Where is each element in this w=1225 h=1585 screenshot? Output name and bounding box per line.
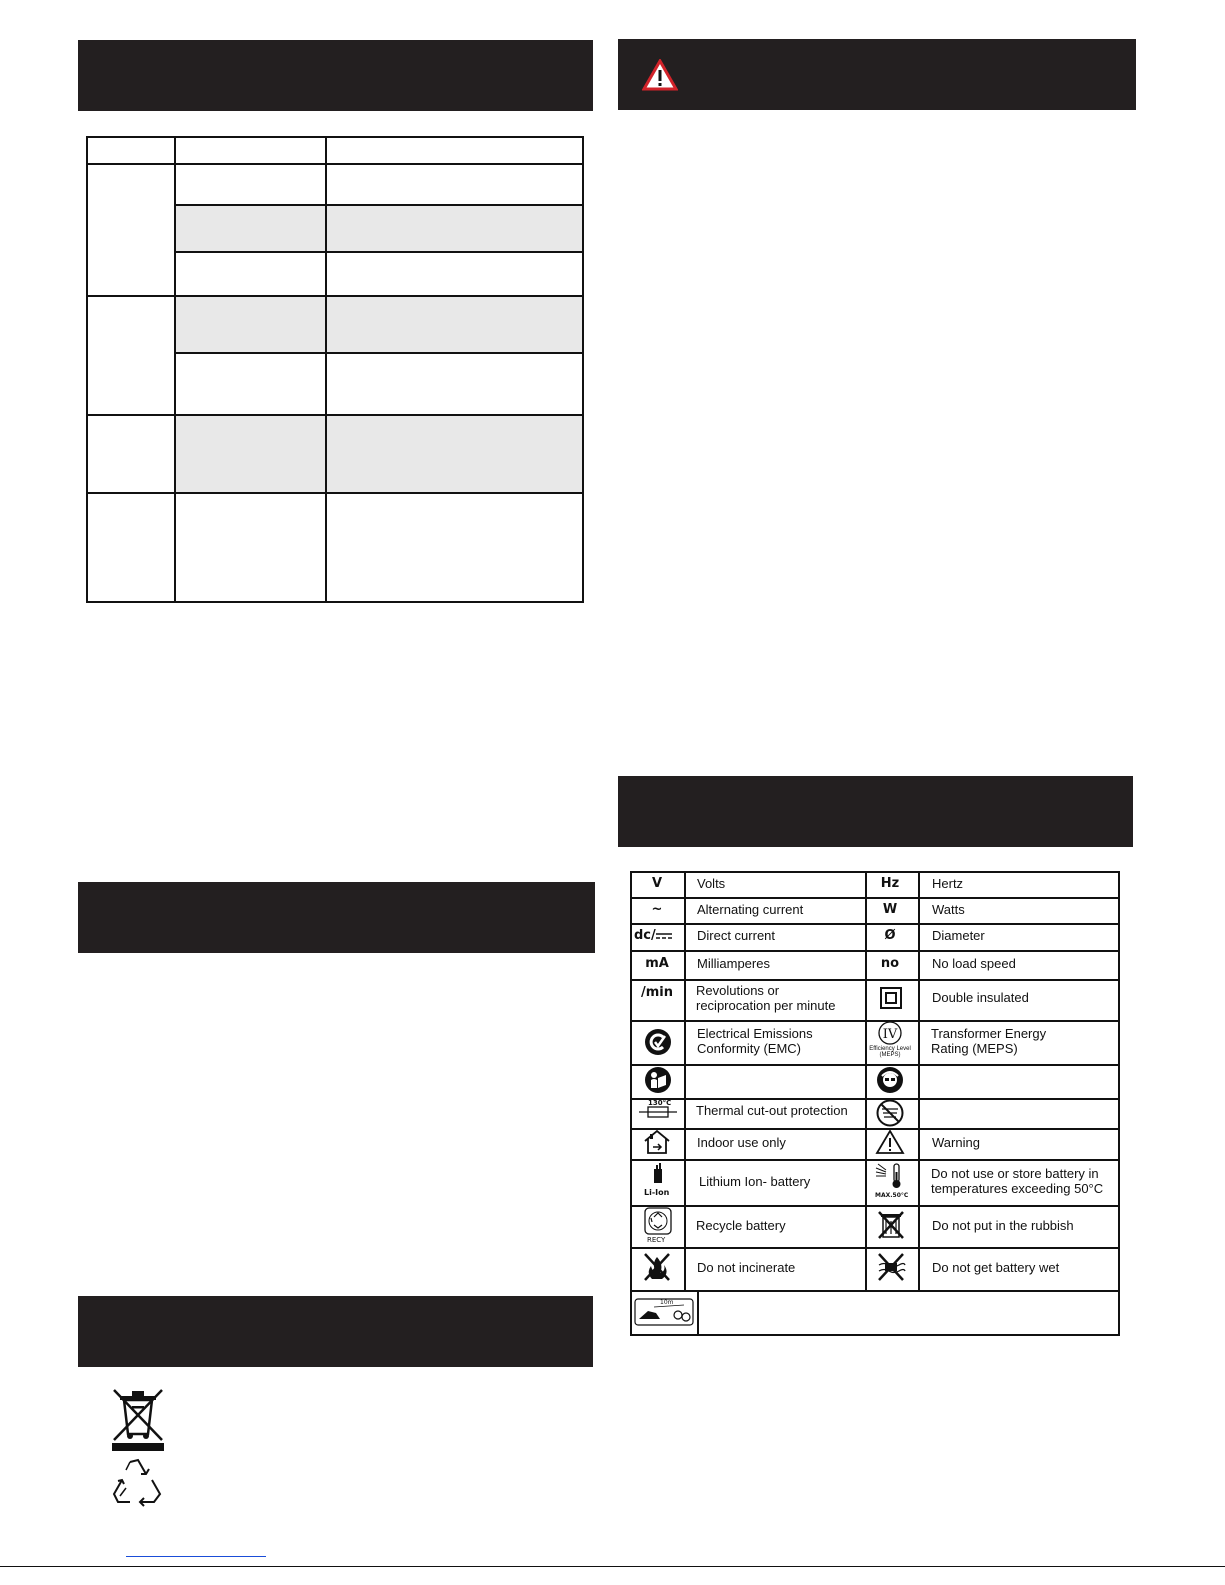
watts-symbol: W bbox=[882, 902, 898, 917]
li-ion-symbol: Li-Ion bbox=[644, 1188, 670, 1197]
weee-bin-icon bbox=[110, 1386, 166, 1452]
no-incinerate-icon bbox=[642, 1251, 672, 1283]
direct-current-symbol: dc/ bbox=[634, 928, 656, 943]
per-minute-label: Revolutions or reciprocation per minute bbox=[696, 983, 836, 1013]
recycle-battery-symbol: RECY bbox=[647, 1236, 666, 1244]
section-header-bar bbox=[78, 1296, 593, 1367]
meps-sub-label: Efficiency Level (MEPS) bbox=[869, 1046, 911, 1058]
footer-rule bbox=[0, 1566, 1225, 1567]
section-header-bar bbox=[618, 776, 1133, 847]
hertz-label: Hertz bbox=[932, 876, 964, 891]
recycle-battery-label: Recycle battery bbox=[696, 1218, 786, 1233]
warning-icon bbox=[875, 1129, 905, 1155]
indoor-use-icon bbox=[642, 1129, 672, 1155]
no-rubbish-icon bbox=[876, 1209, 906, 1241]
milliamperes-symbol: mA bbox=[645, 956, 669, 971]
emc-compliance-icon bbox=[644, 1028, 672, 1056]
read-manual-icon bbox=[644, 1066, 672, 1094]
thermal-fuse-icon bbox=[639, 1106, 677, 1118]
per-minute-symbol: /min bbox=[640, 985, 673, 1000]
meps-label: Transformer Energy Rating (MEPS) bbox=[931, 1026, 1047, 1056]
no-wet-label: Do not get battery wet bbox=[932, 1260, 1060, 1275]
recycle-icon bbox=[108, 1456, 166, 1510]
section-header-bar bbox=[78, 882, 595, 953]
direct-current-label: Direct current bbox=[697, 928, 776, 943]
diameter-symbol: Ø bbox=[884, 928, 896, 943]
milliamperes-label: Milliamperes bbox=[697, 956, 770, 971]
no-rubbish-label: Do not put in the rubbish bbox=[932, 1218, 1074, 1233]
double-insulated-label: Double insulated bbox=[932, 990, 1029, 1005]
warning-header-bar bbox=[618, 39, 1136, 110]
emc-label: Electrical Emissions Conformity (EMC) bbox=[697, 1026, 813, 1056]
indoor-use-label: Indoor use only bbox=[697, 1135, 786, 1150]
no-load-speed-symbol: no bbox=[880, 956, 900, 971]
temperature-label: Do not use or store battery in temperatures exceeding 50°C bbox=[931, 1166, 1104, 1196]
alternating-current-label: Alternating current bbox=[697, 902, 804, 917]
li-ion-label: Lithium Ion- battery bbox=[699, 1174, 811, 1189]
diameter-label: Diameter bbox=[932, 928, 985, 943]
svg-text:IV: IV bbox=[882, 1027, 898, 1042]
recycle-battery-icon bbox=[644, 1207, 672, 1235]
alternating-current-symbol: ~ bbox=[651, 902, 663, 917]
no-incinerate-label: Do not incinerate bbox=[697, 1260, 796, 1275]
no-rain-icon bbox=[876, 1099, 904, 1127]
wear-protection-icon bbox=[876, 1066, 904, 1094]
volts-label: Volts bbox=[697, 876, 726, 891]
warning-label: Warning bbox=[932, 1135, 980, 1150]
meps-iv-icon bbox=[877, 1021, 903, 1045]
thermometer-max-label: MAX.50°C bbox=[875, 1192, 909, 1199]
double-insulated-icon bbox=[880, 987, 902, 1009]
specification-table bbox=[86, 136, 584, 603]
thermal-cutout-label: Thermal cut-out protection bbox=[696, 1103, 848, 1118]
warning-icon bbox=[642, 59, 678, 91]
no-wet-icon bbox=[876, 1251, 906, 1283]
distance-symbol: 10m bbox=[660, 1299, 674, 1306]
li-ion-battery-icon bbox=[650, 1161, 666, 1185]
thermometer-icon bbox=[874, 1162, 906, 1190]
thermal-temp-label: 130°C bbox=[648, 1099, 672, 1107]
footer-link-underline bbox=[126, 1556, 266, 1557]
volts-symbol: V bbox=[651, 876, 663, 891]
section-header-bar bbox=[78, 40, 593, 111]
hertz-symbol: Hz bbox=[880, 876, 900, 891]
no-load-speed-label: No load speed bbox=[932, 956, 1016, 971]
watts-label: Watts bbox=[932, 902, 965, 917]
